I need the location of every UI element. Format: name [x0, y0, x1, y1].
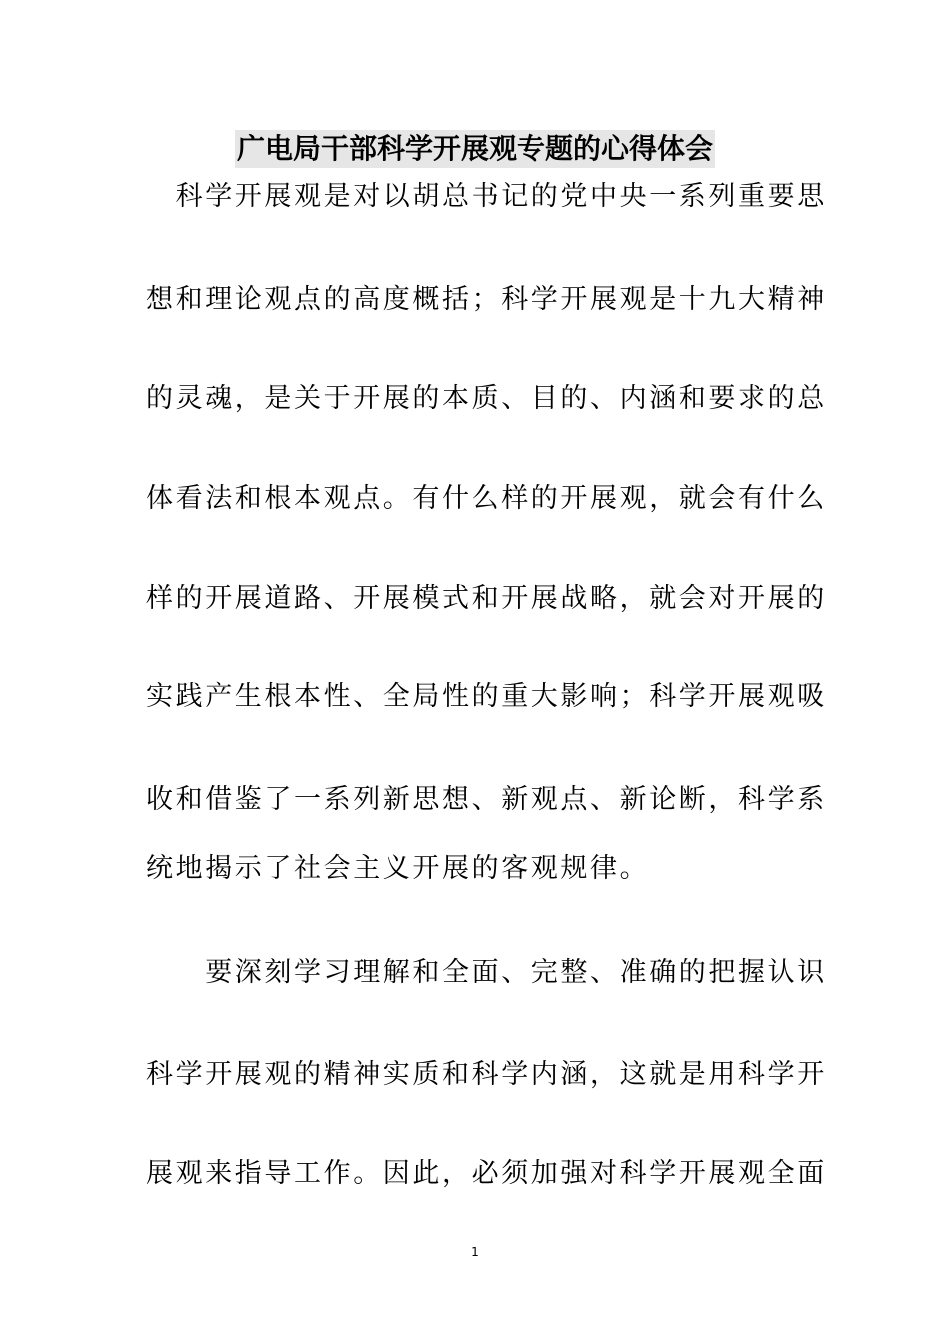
body-line-2: 想和理论观点的高度概括；科学开展观是十九大精神 — [146, 284, 827, 315]
document-title: 广电局干部科学开展观专题的心得体会 — [235, 130, 715, 168]
body-line-11: 展观来指导工作。因此，必须加强对科学开展观全面 — [146, 1158, 827, 1189]
body-line-4: 体看法和根本观点。有什么样的开展观，就会有什么 — [146, 483, 827, 514]
body-line-3: 的灵魂，是关于开展的本质、目的、内涵和要求的总 — [146, 383, 827, 414]
title-wrap — [0, 130, 950, 168]
body-line-5: 样的开展道路、开展模式和开展战略，就会对开展的 — [146, 583, 827, 614]
body-line-6: 实践产生根本性、全局性的重大影响；科学开展观吸 — [146, 681, 827, 712]
body-line-10: 科学开展观的精神实质和科学内涵，这就是用科学开 — [146, 1059, 827, 1090]
body-line-1: 科学开展观是对以胡总书记的党中央一系列重要思 — [146, 181, 827, 212]
body-line-8: 统地揭示了社会主义开展的客观规律。 — [146, 853, 650, 884]
body-line-9: 要深刻学习理解和全面、完整、准确的把握认识 — [146, 957, 827, 988]
page-number: 1 — [471, 1245, 479, 1259]
body-line-7: 收和借鉴了一系列新思想、新观点、新论断，科学系 — [146, 784, 827, 815]
